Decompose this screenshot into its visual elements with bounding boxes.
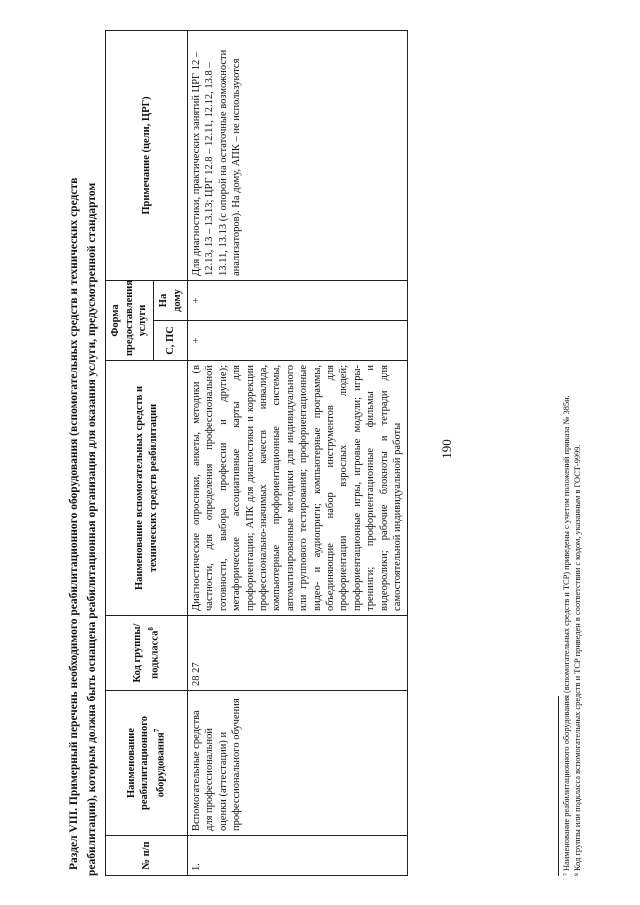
header-equipment: Наименование реабилитационного оборудования$^7$ xyxy=(106,691,188,836)
header-note: Примечание (цели, ЦРГ) xyxy=(106,30,188,280)
cell-home: + xyxy=(188,280,408,320)
section-title xyxy=(65,26,101,876)
section-title-line-2: реабилитации), которым должна быть оснащена реабилитационная организация для оказания услуги, предусмотренной стандартом xyxy=(86,182,98,876)
table-row xyxy=(188,30,408,875)
page-number: 190 xyxy=(439,439,454,459)
cell-code: 28 27 xyxy=(188,616,408,691)
cell-means: Диагностические опросники, анкеты, методики (в частности, для определения профессиональной готовности, выбора профессии и другие); метафорические ассоциативные карты для профориентации; АПК для диагностики и коррекции профессионально-значимых качеств инвалида, компьютерные профориентационные системы, автоматизированные методики для индивидуального или группового тестирования; профориентационные видео- и аудиоприги; компьютерные программы, объединяющие набор инструментов для профориентации взрослых людей; профориентационные игры, игровые модули; игры-тренинги; профориентационные фильмы и видеоролики; рабочие блокноты и тетради для самостоятельной индивидуальной работы xyxy=(188,361,408,616)
rotated-page-content xyxy=(65,26,605,876)
footnote-8: ⁸ Код группы или подкласса вспомогательных средств и ТСР приведен в соответствии с кодом, указанным в ГОСТ-9999. xyxy=(573,444,582,876)
cell-equipment: Вспомогательные средства для профессиональной оценки (аттестации) и профессионального обучения xyxy=(188,691,408,836)
header-form: Форма предоставления услуги xyxy=(106,280,154,360)
cell-note: Для диагностики, практических занятий ЦРГ 12 – 12.13, 13 – 13.13; ЦРГ 12.8 – 12.11, 12.12, 13.8 – 13.11, 13.13 (с опорой на остаточные возможности анализаторов). На дому, АПК – не используются xyxy=(188,30,408,280)
equipment-table xyxy=(105,30,408,876)
footnote-separator xyxy=(558,696,559,876)
cell-num: 1. xyxy=(188,836,408,876)
header-means: Наименование вспомогательных средств и технических средств реабилитации xyxy=(106,361,188,616)
header-form-home: На дому xyxy=(154,280,188,320)
section-title-line-1: Раздел VIII. Примерный перечень необходимого реабилитационного оборудования (вспомогательных средств и технических средств xyxy=(68,177,80,870)
header-form-sps: С, ПС xyxy=(154,321,188,361)
header-code: Код группы/ подкласса$^8$ xyxy=(106,616,188,691)
cell-sps: + xyxy=(188,321,408,361)
header-num: № п/п xyxy=(106,836,188,876)
footnote-7: ⁷ Наименование реабилитационного оборудования (вспомогательных средств и ТСР) приведены с учетом положений приказа № 385н. xyxy=(562,395,571,876)
